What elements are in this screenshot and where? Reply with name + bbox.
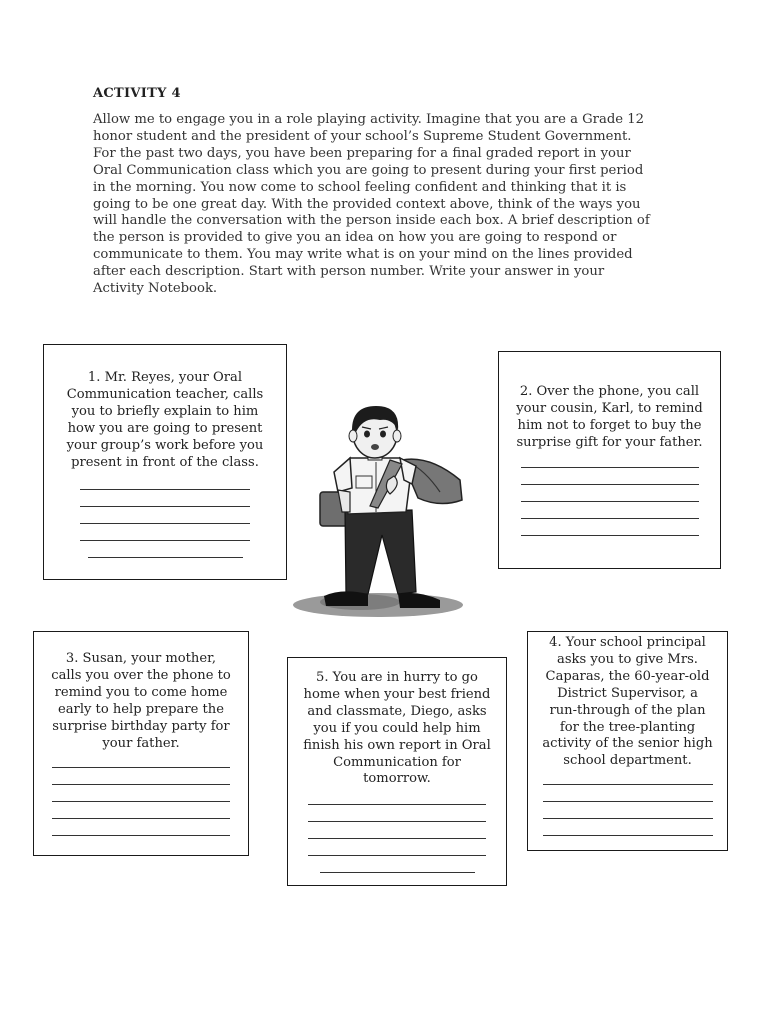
answer-line [80,473,250,490]
answer-lines-1 [44,473,286,558]
prompt-text-3: 3. Susan, your mother, calls you over the phone to remind you to come home early to help prepare the surprise birthday party for your father. [51,651,231,751]
answer-line [521,502,699,519]
prompt-box-5 [287,657,507,886]
answer-line [543,802,713,819]
prompt-text-4: 4. Your school principal asks you to give Mrs. Caparas, the 60-year-old District Supervisor, a run-through of the plan for the tree-planting activity of the senior high school department. [542,635,713,769]
answer-line [521,451,699,468]
prompt-text-2: 2. Over the phone, you call your cousin, Karl, to remind him not to forget to buy the surprise gift for your father. [516,384,703,450]
answer-lines-2 [499,451,720,536]
answer-line [80,507,250,524]
student-illustration [290,400,468,620]
answer-line [521,519,699,536]
prompt-text-1: 1. Mr. Reyes, your Oral Communication teacher, calls you to briefly explain to him how you are going to present your group’s work before you present in front of the class. [66,370,264,470]
prompt-box-3 [33,631,249,856]
answer-line [308,839,486,856]
answer-line [308,822,486,839]
prompt-box-2 [498,351,721,569]
activity-title: ACTIVITY 4 [93,86,181,101]
answer-lines-4 [528,768,727,836]
answer-line [80,490,250,507]
answer-line [52,785,230,802]
answer-line [52,751,230,768]
answer-line [521,468,699,485]
answer-line [80,524,250,541]
prompt-box-1 [43,344,287,580]
answer-line [543,785,713,802]
answer-line [308,805,486,822]
answer-lines-3 [34,751,248,836]
answer-line [543,768,713,785]
prompt-box-4 [527,631,728,851]
answer-line [88,541,243,558]
answer-lines-5 [288,788,506,873]
answer-line [52,768,230,785]
instructions-paragraph: Allow me to engage you in a role playing activity. Imagine that you are a Grade 12 honor student and the president of your school’s Supreme Student Government. For the past two days, you have been preparing for a final graded report in your Oral Communication class which you are going to present during your first period in the morning. You now come to school feeling confident and thinking that it is going to be one great day. With the provided context above, think of the ways you will handle the conversation with the person inside each box. A brief description of the person is provided to give you an idea on how you are going to respond or communicate to them. You may write what is on your mind on the lines provided after each description. Start with person number. Write your answer in your Activity Notebook. [93,112,650,297]
answer-line [543,819,713,836]
answer-line [52,802,230,819]
answer-line [320,856,475,873]
answer-line [52,819,230,836]
answer-line [308,788,486,805]
answer-line [521,485,699,502]
prompt-text-5: 5. You are in hurry to go home when your best friend and classmate, Diego, asks you if you could help him finish his own report in Oral Communication for tomorrow. [303,670,491,787]
